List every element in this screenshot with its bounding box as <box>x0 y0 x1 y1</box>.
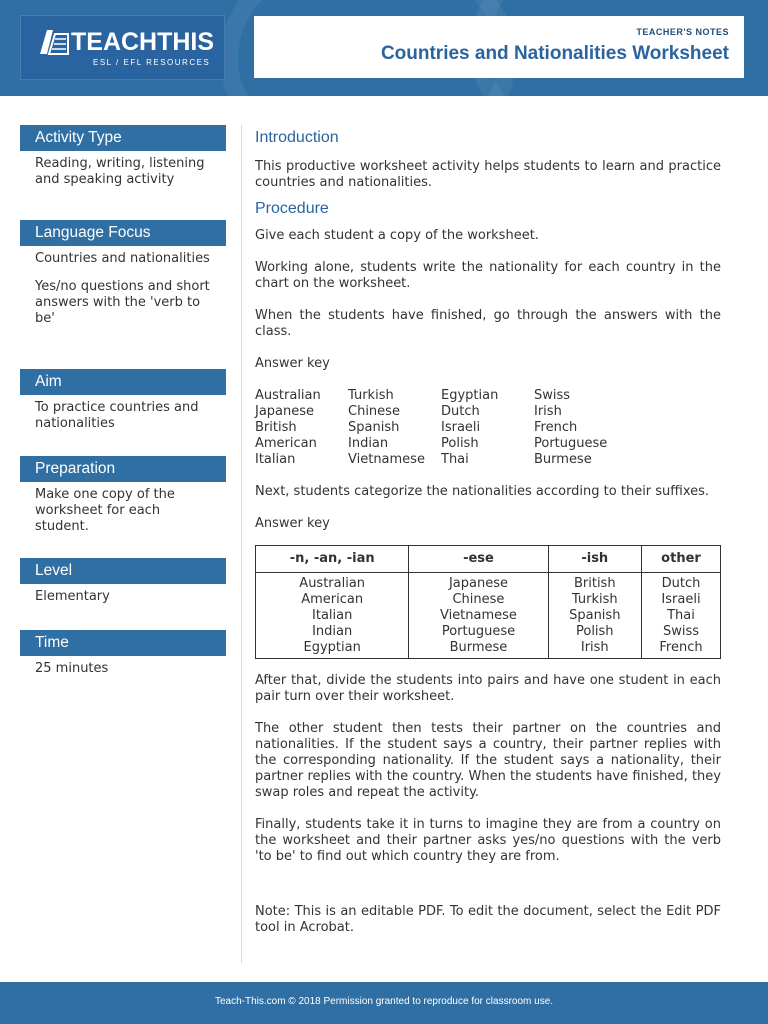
table-cell-item: Polish <box>575 624 614 639</box>
table-cell-item: Irish <box>580 640 609 655</box>
language-focus-item: Countries and nationalities <box>35 251 210 266</box>
procedure-step-2: Working alone, students write the nationality for each country in the chart on the worksheet. <box>255 260 721 291</box>
table-row <box>256 573 721 659</box>
preparation-text: Make one copy of the worksheet for each student. <box>35 487 175 534</box>
procedure-heading: Procedure <box>255 200 329 217</box>
table-cell-item: British <box>573 576 616 591</box>
table-cell-item: Dutch <box>661 576 701 591</box>
procedure-step-6: The other student then tests their partner on the countries and nationalities. If the student says a country, their partner replies with the corresponding nationality. If the student says a nationality, their partner replies with the country. When the students have finished, they swap roles and repeat the activity. <box>255 721 721 800</box>
table-cell-item: Japanese <box>448 576 508 591</box>
book-icon <box>37 26 71 60</box>
table-header-row <box>256 546 721 573</box>
aim-heading: Aim <box>20 369 226 395</box>
table-header-cell: -n, -an, -ian <box>256 546 409 573</box>
table-cell-item: Swiss <box>662 624 700 639</box>
answer-key-item: Burmese <box>534 452 592 467</box>
title-box <box>254 16 744 78</box>
time-section <box>20 656 226 677</box>
table-cell-item: Egyptian <box>303 640 361 655</box>
table-cell-item: Israeli <box>661 592 701 607</box>
answer-key-item: Italian <box>255 452 296 467</box>
footer-text: Teach-This.com © 2018 Permission granted to reproduce for classroom use. <box>214 996 554 1007</box>
answer-key-item: Irish <box>534 404 562 419</box>
answer-key-item: Swiss <box>534 388 571 403</box>
answer-key-item: Egyptian <box>441 388 499 403</box>
table-header-cell: -ish <box>548 546 641 573</box>
table-header-cell: -ese <box>409 546 548 573</box>
main-content <box>255 128 721 936</box>
time-text: 25 minutes <box>35 661 109 676</box>
aim-section <box>20 395 226 456</box>
language-focus-item: Yes/no questions and short answers with the 'verb to be' <box>35 279 210 326</box>
table-cell-item: Italian <box>312 608 353 623</box>
answer-key-item: Israeli <box>441 420 481 435</box>
table-cell-item: Burmese <box>449 640 508 655</box>
language-focus-heading: Language Focus <box>20 220 226 246</box>
language-focus-section <box>20 246 226 369</box>
answer-key-item: Vietnamese <box>348 452 425 467</box>
answer-key-item: Spanish <box>348 420 400 435</box>
answer-key-list <box>255 388 721 468</box>
answer-key-item: Portuguese <box>534 436 608 451</box>
answer-key-item: Indian <box>348 436 389 451</box>
page-header <box>0 0 768 96</box>
procedure-step-4: Next, students categorize the nationalities according to their suffixes. <box>255 484 710 499</box>
preparation-section <box>20 482 226 558</box>
page-footer <box>0 982 768 1024</box>
level-text: Elementary <box>35 589 110 604</box>
table-cell-item: Spanish <box>569 608 621 623</box>
activity-type-heading: Activity Type <box>20 125 226 151</box>
notes-label: TEACHER'S NOTES <box>636 27 729 37</box>
procedure-step-5: After that, divide the students into pairs and have one student in each pair turn over their worksheet. <box>255 673 721 704</box>
preparation-heading: Preparation <box>20 456 226 482</box>
procedure-step-1: Give each student a copy of the worksheet. <box>255 228 539 243</box>
introduction-heading: Introduction <box>255 129 339 146</box>
table-cell <box>256 573 409 659</box>
answer-key-item: Polish <box>441 436 479 451</box>
page-title: Countries and Nationalities Worksheet <box>380 43 729 64</box>
answer-key-item: Australian <box>255 388 321 403</box>
table-cell-item: Chinese <box>452 592 505 607</box>
activity-type-text: Reading, writing, listening and speaking activity <box>35 156 205 187</box>
sidebar <box>20 125 226 689</box>
answer-key-item: British <box>255 420 297 435</box>
table-cell-item: Vietnamese <box>439 608 517 623</box>
time-heading: Time <box>20 630 226 656</box>
procedure-step-3: When the students have finished, go through the answers with the class. <box>255 308 721 339</box>
answer-key-label-2: Answer key <box>255 516 330 531</box>
teachthis-logo[interactable] <box>20 15 225 80</box>
table-cell-item: American <box>301 592 364 607</box>
table-cell-item: Portuguese <box>441 624 516 639</box>
table-cell-item: Thai <box>667 608 695 623</box>
answer-key-column <box>348 388 441 468</box>
answer-key-item: Japanese <box>255 404 315 419</box>
table-header-cell: other <box>642 546 721 573</box>
table-cell-item: Turkish <box>571 592 618 607</box>
answer-key-column <box>534 388 627 468</box>
editable-note: Note: This is an editable PDF. To edit the document, select the Edit PDF tool in Acrobat. <box>255 904 721 935</box>
answer-key-item: French <box>534 420 578 435</box>
answer-key-item: Turkish <box>348 388 394 403</box>
aim-text: To practice countries and nationalities <box>35 400 199 431</box>
introduction-text: This productive worksheet activity helps students to learn and practice countries and nationalities. <box>255 159 721 190</box>
procedure-step-7: Finally, students take it in turns to imagine they are from a country on the worksheet and their partner asks yes/no questions with the verb 'to be' to find out which country they are from. <box>255 817 721 864</box>
activity-type-section <box>20 151 226 220</box>
answer-key-label: Answer key <box>255 356 330 371</box>
table-cell <box>548 573 641 659</box>
answer-key-item: Dutch <box>441 404 480 419</box>
logo-title: TEACHTHIS <box>71 28 215 56</box>
answer-key-column <box>441 388 534 468</box>
table-cell <box>409 573 548 659</box>
level-section <box>20 584 226 630</box>
answer-key-item: Chinese <box>348 404 400 419</box>
logo-subtitle: ESL / EFL RESOURCES <box>93 58 211 67</box>
answer-key-column <box>255 388 348 468</box>
table-cell-item: Australian <box>299 576 366 591</box>
answer-key-item: Thai <box>441 452 469 467</box>
table-cell <box>642 573 721 659</box>
suffix-table <box>255 545 721 659</box>
table-cell-item: French <box>659 640 703 655</box>
table-cell-item: Indian <box>312 624 353 639</box>
answer-key-item: American <box>255 436 317 451</box>
level-heading: Level <box>20 558 226 584</box>
column-divider <box>241 125 242 963</box>
